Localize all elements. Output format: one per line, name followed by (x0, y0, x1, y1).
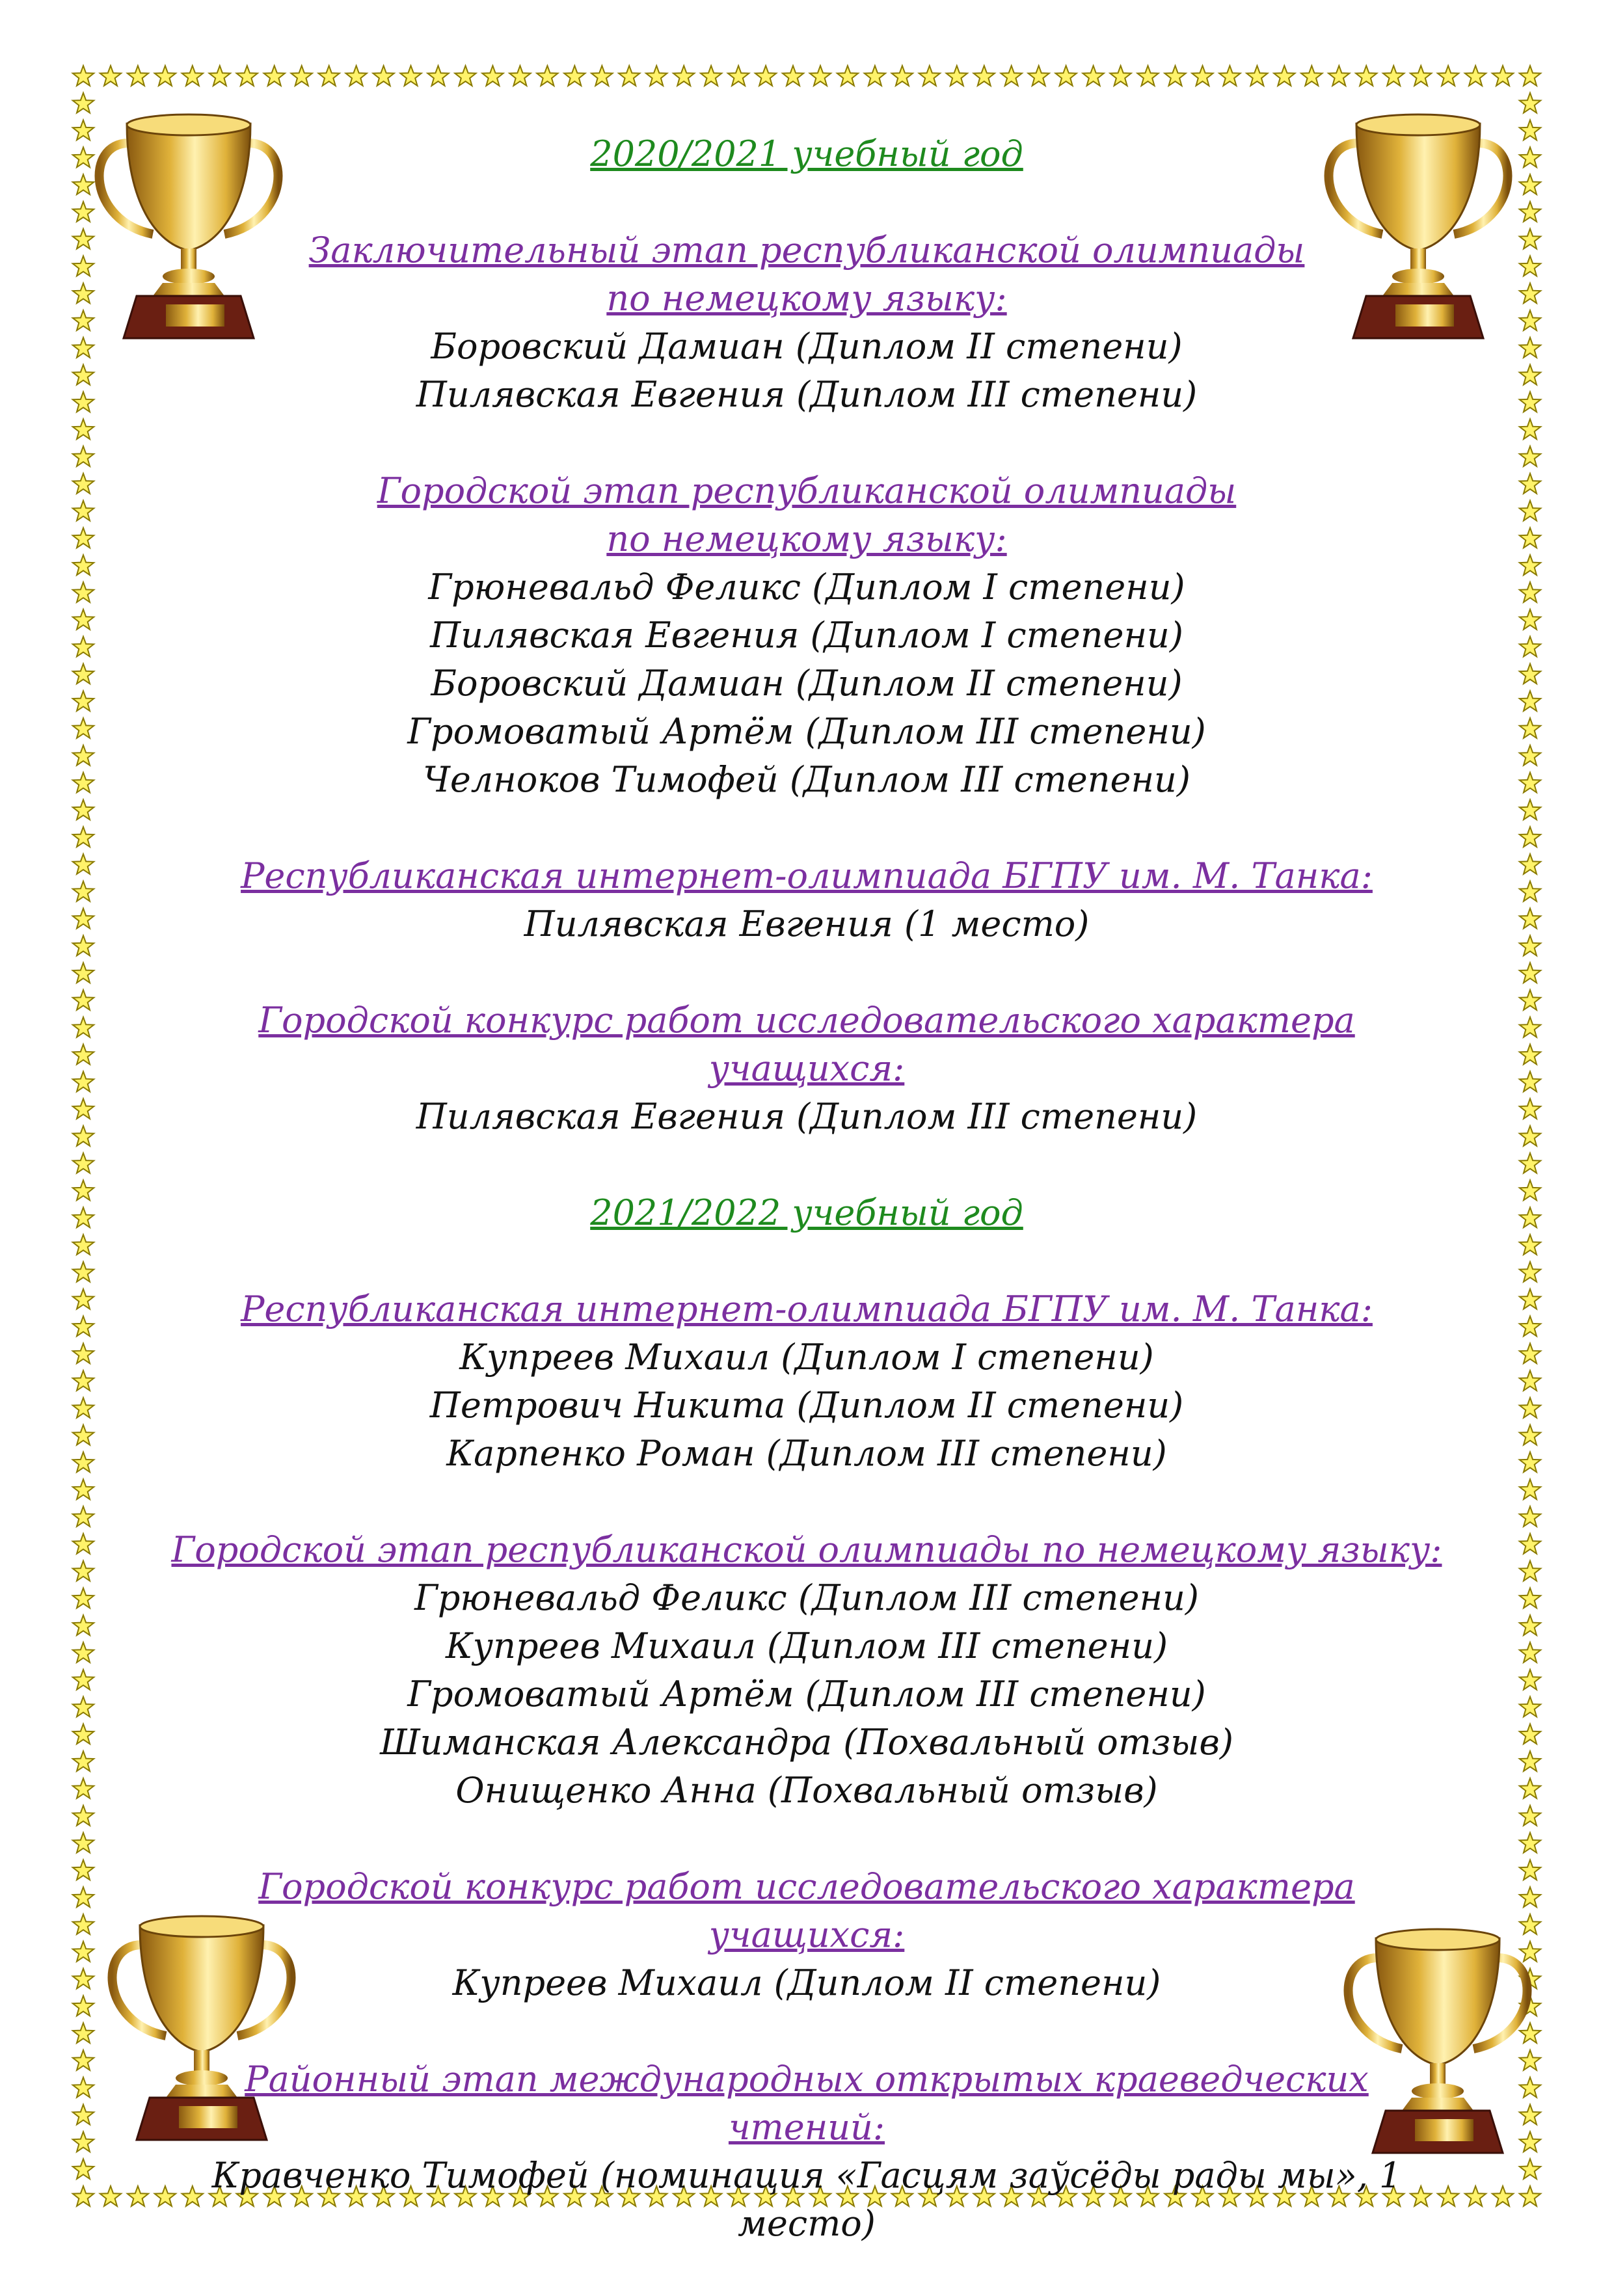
star-icon (1520, 1642, 1540, 1662)
star-icon (182, 66, 203, 86)
award-entry: Шиманская Александра (Похвальный отзыв) (380, 1722, 1233, 1763)
award-entry: Пилявская Евгения (Диплом III степени) (416, 374, 1198, 415)
star-icon (128, 2186, 148, 2206)
star-icon (1137, 66, 1158, 86)
star-icon (73, 446, 94, 466)
star-icon (482, 66, 503, 86)
section-heading: Заключительный этап республиканской олимпиады (308, 230, 1305, 271)
star-icon (1520, 718, 1540, 738)
star-icon (128, 66, 148, 86)
star-icon (73, 1045, 94, 1065)
star-icon (73, 1017, 94, 1037)
star-icon (1492, 2186, 1513, 2206)
star-icon (73, 501, 94, 521)
section-heading: по немецкому языку: (606, 518, 1007, 559)
star-icon (73, 1697, 94, 1717)
star-icon (1520, 1235, 1540, 1255)
star-icon (1520, 1724, 1540, 1744)
award-entry: Петрович Никита (Диплом II степени) (429, 1385, 1184, 1426)
star-icon (73, 1751, 94, 1771)
star-icon (1520, 283, 1540, 303)
star-icon (155, 66, 176, 86)
star-icon (73, 1153, 94, 1173)
star-icon (73, 800, 94, 820)
star-icon (73, 1181, 94, 1201)
star-icon (1492, 66, 1513, 86)
star-icon (1520, 310, 1540, 330)
star-icon (1465, 2186, 1486, 2206)
star-icon (73, 1479, 94, 1499)
star-icon (509, 66, 530, 86)
star-icon (1520, 963, 1540, 983)
star-icon (346, 66, 367, 86)
star-icon (1520, 637, 1540, 657)
star-icon (73, 637, 94, 657)
star-icon (209, 66, 230, 86)
star-icon (73, 990, 94, 1010)
star-icon (73, 1778, 94, 1798)
year-title: 2021/2022 учебный год (590, 1192, 1023, 1233)
section-heading: Городской этап республиканской олимпиады по немецкому языку: (171, 1529, 1442, 1570)
star-icon (1520, 1181, 1540, 1201)
star-icon (1520, 1071, 1540, 1091)
award-entry: Карпенко Роман (Диплом III степени) (446, 1433, 1167, 1474)
star-icon (1520, 66, 1540, 86)
section-heading: Районный этап международных открытых краеведческих чтений: (245, 2059, 1369, 2148)
star-icon (73, 1370, 94, 1391)
award-section (163, 2055, 1451, 2248)
award-entry: Челноков Тимофей (Диплом III степени) (423, 759, 1190, 800)
star-icon (73, 691, 94, 711)
star-icon (1520, 1479, 1540, 1499)
star-icon (1056, 66, 1077, 86)
star-icon (1520, 202, 1540, 222)
star-icon (1164, 66, 1185, 86)
star-icon (1520, 800, 1540, 820)
star-icon (1520, 1316, 1540, 1337)
star-icon (1383, 66, 1404, 86)
star-icon (73, 1262, 94, 1282)
star-icon (1520, 1615, 1540, 1635)
star-icon (373, 66, 394, 86)
award-section (163, 467, 1451, 804)
star-icon (73, 909, 94, 929)
star-icon (73, 881, 94, 901)
star-icon (755, 66, 776, 86)
star-icon (1083, 66, 1103, 86)
section-heading: Городской конкурс работ исследовательского характера учащихся: (258, 1000, 1355, 1089)
star-icon (73, 474, 94, 494)
star-icon (73, 2050, 94, 2070)
star-icon (947, 66, 967, 86)
star-icon (919, 66, 940, 86)
star-icon (1520, 609, 1540, 630)
star-icon (1410, 66, 1431, 86)
star-icon (1029, 66, 1049, 86)
star-icon (73, 1833, 94, 1853)
award-section (163, 1526, 1451, 1815)
award-section (163, 226, 1451, 419)
star-icon (728, 66, 749, 86)
star-icon (865, 66, 885, 86)
star-icon (1520, 827, 1540, 847)
star-icon (1520, 1860, 1540, 1880)
section-heading: Городской конкурс работ исследовательского характера учащихся: (258, 1866, 1355, 1955)
award-section (163, 1863, 1451, 2007)
star-icon (1520, 909, 1540, 929)
star-icon (427, 66, 448, 86)
award-entry: Пилявская Евгения (1 место) (524, 903, 1090, 944)
star-icon (73, 1969, 94, 1989)
star-icon (73, 1534, 94, 1554)
star-icon (892, 66, 913, 86)
star-icon (1520, 773, 1540, 793)
star-icon (1520, 446, 1540, 466)
award-entry: Грюневальд Феликс (Диплом III степени) (414, 1577, 1199, 1618)
star-icon (73, 1235, 94, 1255)
star-icon (1520, 1833, 1540, 1853)
star-icon (73, 555, 94, 575)
star-icon (1520, 1670, 1540, 1690)
award-entry: Боровский Дамиан (Диплом II степени) (431, 663, 1183, 704)
award-entry: Кравченко Тимофей (номинация «Гасцям заўсёды рады мы», 1 место) (211, 2155, 1402, 2244)
section-heading: по немецкому языку: (606, 278, 1007, 319)
star-icon (73, 745, 94, 766)
star-icon (591, 66, 612, 86)
star-icon (73, 1615, 94, 1635)
star-icon (73, 773, 94, 793)
star-icon (1520, 1126, 1540, 1146)
star-icon (73, 365, 94, 385)
star-icon (974, 66, 995, 86)
star-icon (73, 528, 94, 548)
star-icon (1246, 66, 1267, 86)
award-entry: Пилявская Евгения (Диплом III степени) (416, 1096, 1198, 1137)
star-icon (319, 66, 340, 86)
star-icon (73, 1289, 94, 1309)
star-icon (1520, 1751, 1540, 1771)
star-icon (73, 1099, 94, 1119)
star-icon (1219, 66, 1240, 86)
star-icon (701, 66, 721, 86)
award-entry: Купреев Михаил (Диплом I степени) (459, 1337, 1154, 1378)
award-entry: Боровский Дамиан (Диплом II степени) (431, 326, 1183, 367)
star-icon (1520, 1588, 1540, 1609)
star-icon (73, 392, 94, 412)
star-icon (73, 1207, 94, 1227)
star-icon (1274, 66, 1295, 86)
star-icon (1520, 147, 1540, 167)
star-icon (73, 935, 94, 955)
star-icon (73, 1561, 94, 1581)
star-icon (1520, 1452, 1540, 1473)
star-icon (73, 582, 94, 602)
star-icon (1520, 474, 1540, 494)
award-entry: Громоватый Артём (Диплом III степени) (407, 711, 1206, 752)
year-block (163, 1189, 1451, 2248)
star-icon (1520, 1506, 1540, 1527)
star-icon (1520, 1343, 1540, 1363)
awards-list (163, 130, 1451, 2296)
star-icon (1520, 120, 1540, 140)
star-icon (73, 66, 94, 86)
star-icon (1110, 66, 1131, 86)
star-icon (73, 1942, 94, 1962)
star-icon (1520, 1017, 1540, 1037)
star-icon (1520, 582, 1540, 602)
star-icon (73, 2186, 94, 2206)
star-icon (73, 2131, 94, 2152)
award-entry: Онищенко Анна (Похвальный отзыв) (455, 1770, 1158, 1811)
star-icon (1520, 256, 1540, 276)
star-icon (1520, 365, 1540, 385)
star-icon (73, 718, 94, 738)
section-heading: Городской этап республиканской олимпиады (377, 470, 1237, 511)
star-icon (1520, 1425, 1540, 1445)
award-section (163, 996, 1451, 1141)
star-icon (1520, 745, 1540, 766)
star-icon (673, 66, 694, 86)
star-icon (810, 66, 831, 86)
star-icon (1520, 1561, 1540, 1581)
star-icon (1520, 1207, 1540, 1227)
star-icon (100, 66, 121, 86)
star-icon (1520, 93, 1540, 113)
star-icon (1001, 66, 1022, 86)
star-icon (73, 1071, 94, 1091)
star-icon (73, 1860, 94, 1880)
award-entry: Грюневальд Феликс (Диплом I степени) (428, 567, 1185, 607)
star-icon (264, 66, 285, 86)
year-block (163, 130, 1451, 1141)
star-icon (1465, 66, 1486, 86)
star-icon (646, 66, 667, 86)
star-icon (1520, 990, 1540, 1010)
star-icon (73, 1126, 94, 1146)
star-icon (1520, 174, 1540, 194)
star-icon (1520, 392, 1540, 412)
star-icon (619, 66, 639, 86)
star-icon (1328, 66, 1349, 86)
star-icon (1520, 1099, 1540, 1119)
award-section (163, 852, 1451, 948)
star-icon (73, 963, 94, 983)
award-entry: Купреев Михаил (Диплом II степени) (452, 1962, 1161, 2003)
star-icon (837, 66, 858, 86)
star-icon (1520, 1370, 1540, 1391)
star-icon (400, 66, 421, 86)
star-icon (1520, 419, 1540, 439)
star-icon (73, 2105, 94, 2125)
star-icon (1520, 1289, 1540, 1309)
star-icon (1520, 1534, 1540, 1554)
star-icon (1356, 66, 1377, 86)
star-icon (73, 827, 94, 847)
star-icon (1301, 66, 1322, 86)
star-icon (73, 1506, 94, 1527)
star-icon (73, 2159, 94, 2179)
star-icon (73, 419, 94, 439)
star-icon (73, 1588, 94, 1609)
year-title: 2020/2021 учебный год (590, 133, 1023, 174)
award-entry: Пилявская Евгения (Диплом I степени) (430, 615, 1183, 656)
star-icon (73, 1316, 94, 1337)
star-icon (1520, 854, 1540, 874)
star-icon (73, 1343, 94, 1363)
star-icon (1520, 691, 1540, 711)
star-icon (237, 66, 258, 86)
star-icon (100, 2186, 121, 2206)
star-icon (1520, 1262, 1540, 1282)
star-icon (73, 1914, 94, 1934)
star-icon (1520, 229, 1540, 249)
star-icon (73, 1724, 94, 1744)
award-entry: Громоватый Артём (Диплом III степени) (407, 1674, 1206, 1715)
star-icon (73, 1452, 94, 1473)
star-icon (1520, 881, 1540, 901)
star-icon (291, 66, 312, 86)
award-entry: Купреев Михаил (Диплом III степени) (445, 1625, 1168, 1666)
star-icon (783, 66, 803, 86)
star-icon (1520, 501, 1540, 521)
star-icon (73, 1398, 94, 1418)
star-icon (73, 2023, 94, 2043)
star-icon (1520, 1153, 1540, 1173)
star-icon (1520, 1045, 1540, 1065)
star-icon (73, 1425, 94, 1445)
star-icon (537, 66, 558, 86)
star-icon (1520, 1778, 1540, 1798)
star-icon (1520, 528, 1540, 548)
star-icon (73, 1996, 94, 2016)
star-icon (73, 664, 94, 684)
star-icon (73, 2077, 94, 2098)
star-icon (73, 1806, 94, 1826)
star-icon (1520, 935, 1540, 955)
star-icon (1520, 338, 1540, 358)
star-icon (73, 1887, 94, 1907)
star-icon (1520, 1398, 1540, 1418)
star-icon (1192, 66, 1213, 86)
star-icon (73, 854, 94, 874)
star-icon (1520, 1887, 1540, 1907)
star-icon (455, 66, 476, 86)
star-icon (73, 1670, 94, 1690)
award-section (163, 1285, 1451, 1478)
star-icon (1438, 66, 1459, 86)
star-icon (73, 609, 94, 630)
section-heading: Республиканская интернет-олимпиада БГПУ им. М. Танка: (241, 855, 1373, 896)
star-icon (1520, 664, 1540, 684)
star-icon (73, 1642, 94, 1662)
star-icon (1520, 2186, 1540, 2206)
star-icon (1520, 1806, 1540, 1826)
section-heading: Республиканская интернет-олимпиада БГПУ им. М. Танка: (241, 1288, 1373, 1329)
star-icon (1520, 555, 1540, 575)
star-icon (564, 66, 585, 86)
star-icon (1520, 1697, 1540, 1717)
